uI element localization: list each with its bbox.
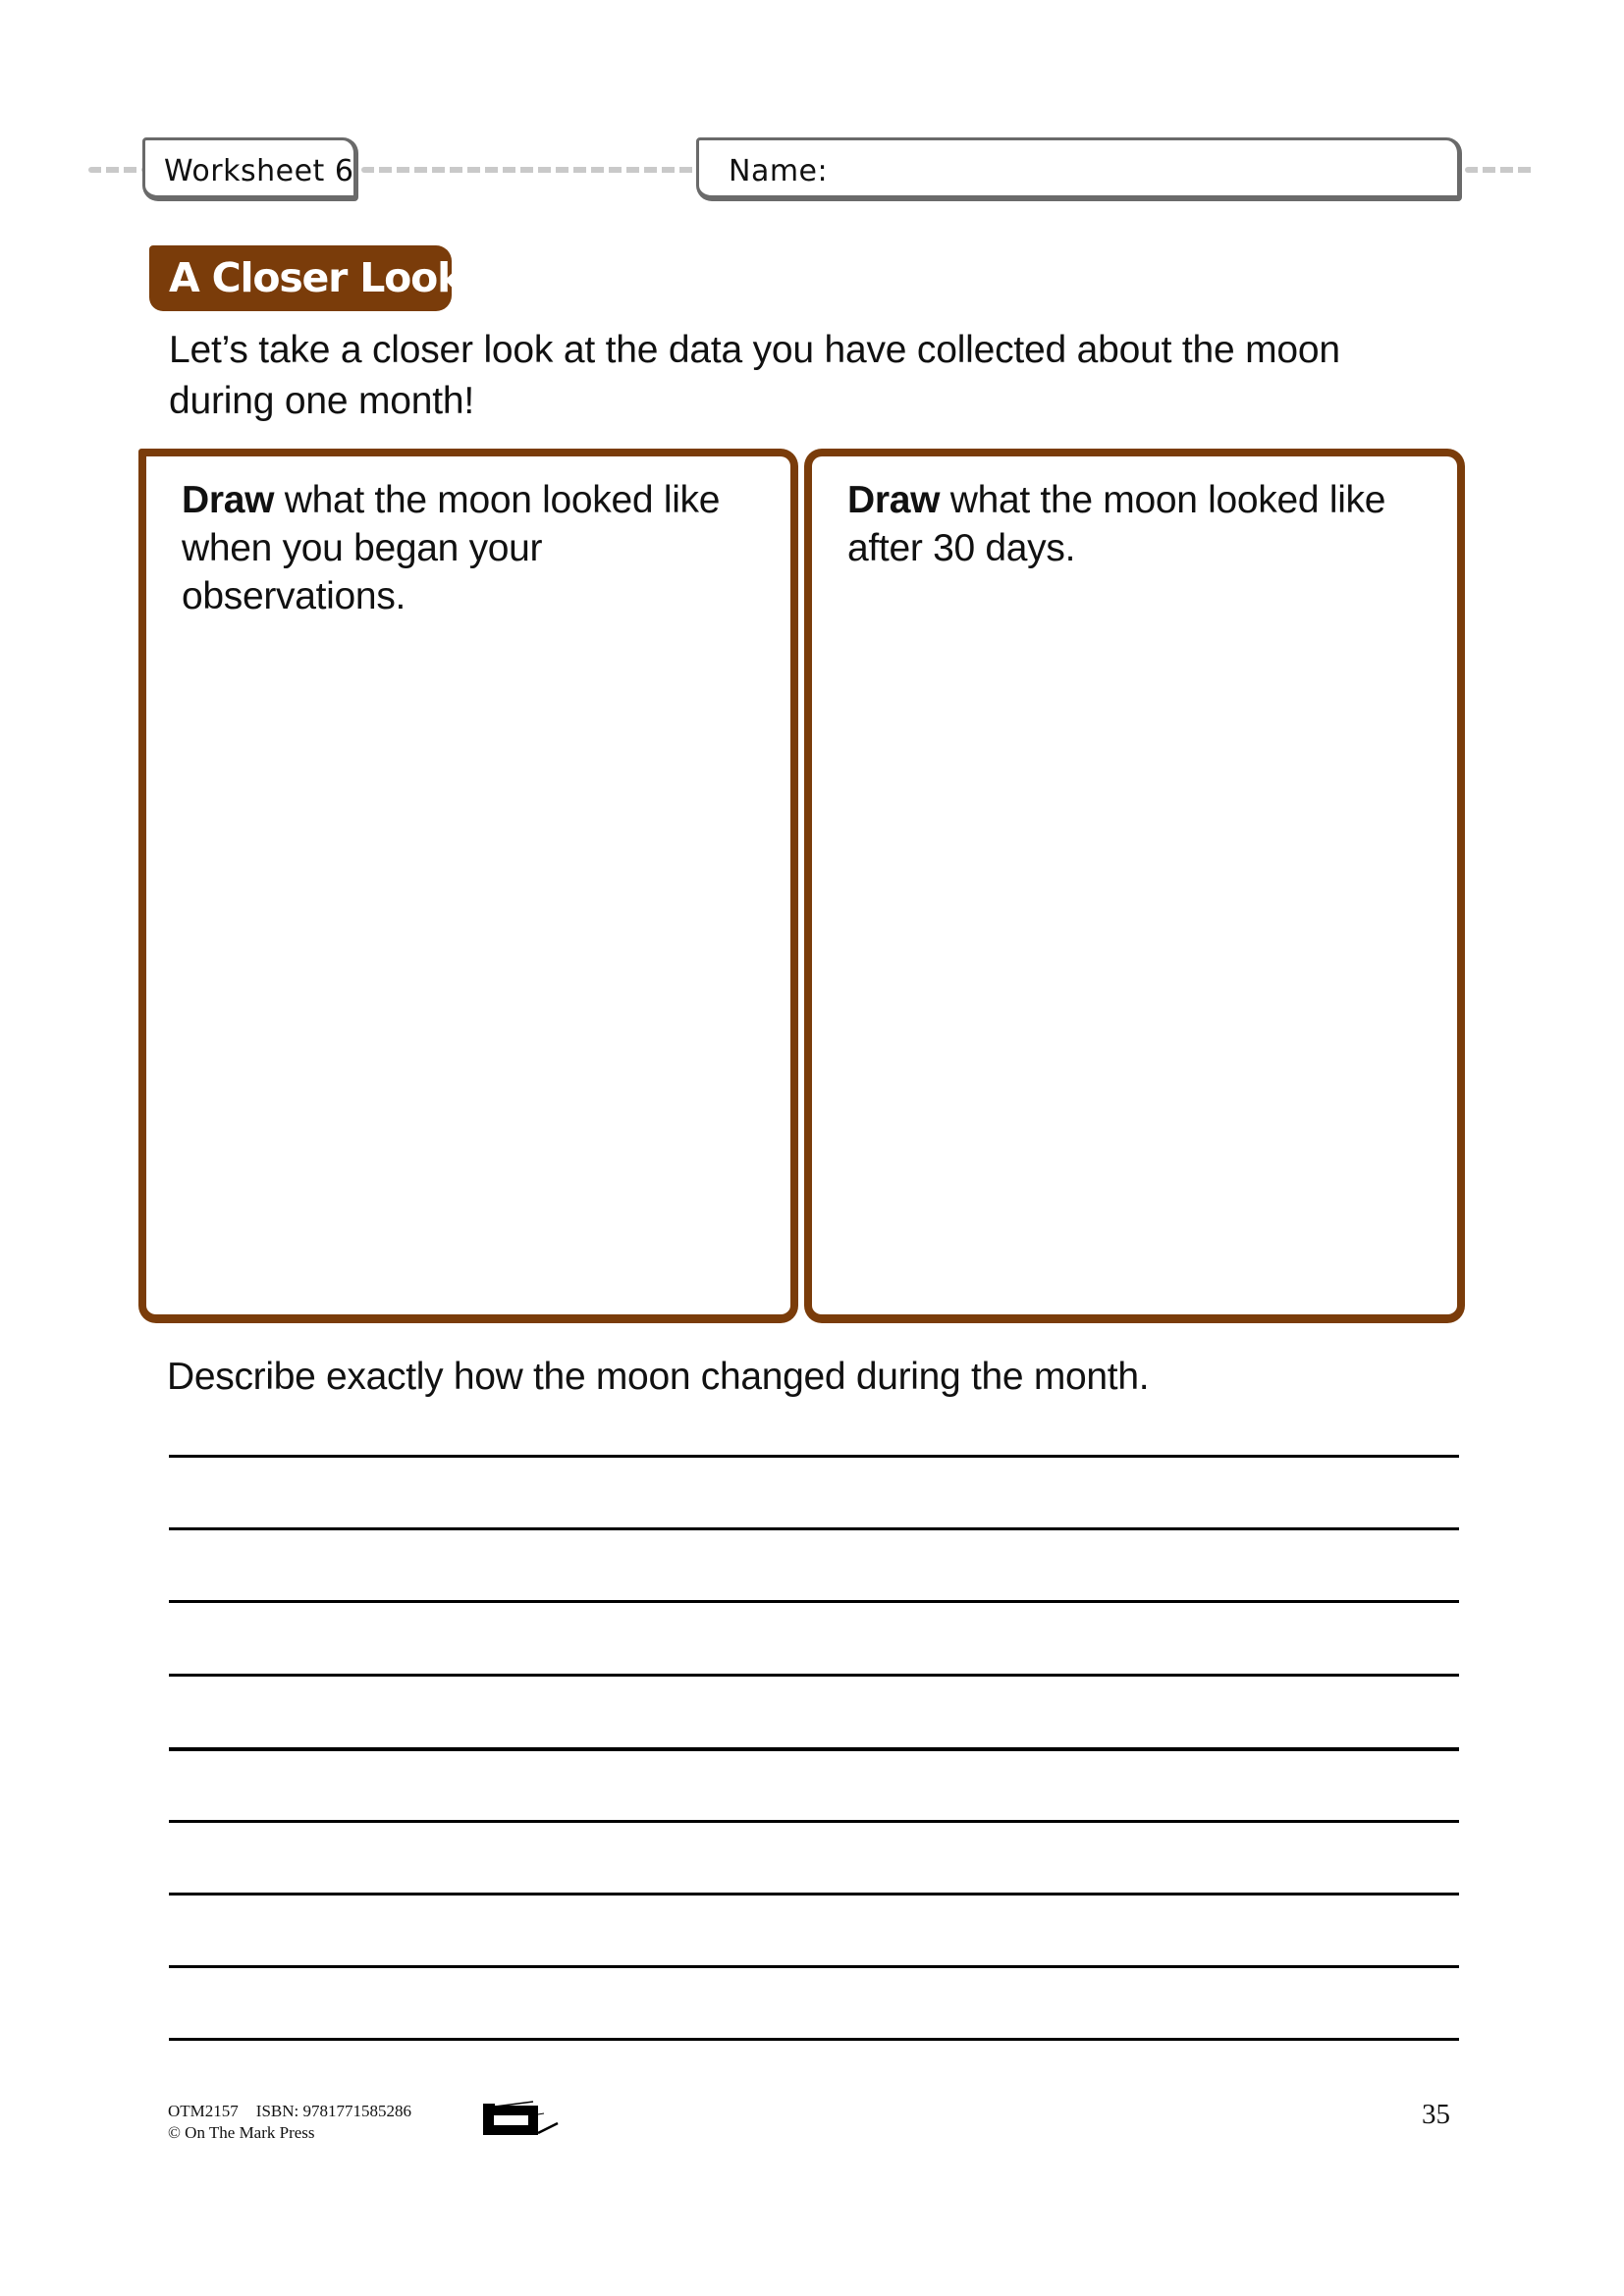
section-title-banner <box>149 245 480 311</box>
intro-text: Let’s take a closer look at the data you have collected about the moon during one month! <box>169 329 1340 422</box>
prompt-verb: Draw <box>847 479 941 521</box>
answer-line-7[interactable] <box>169 1893 1459 1896</box>
name-field[interactable] <box>696 137 1462 201</box>
describe-question: Describe exactly how the moon changed during the month. <box>167 1356 1150 1398</box>
name-label: Name: <box>729 154 829 188</box>
drawing-panel-start[interactable] <box>138 449 798 1323</box>
header-dashed-rule-right <box>1465 167 1536 173</box>
worksheet-label: Worksheet 6 <box>164 154 354 188</box>
answer-line-4[interactable] <box>169 1674 1459 1677</box>
footer-codes <box>168 2101 411 2122</box>
drawing-panel-end-prompt <box>847 476 1446 572</box>
worksheet-label-box <box>142 137 358 201</box>
answer-line-1[interactable] <box>169 1455 1459 1458</box>
answer-line-5[interactable] <box>169 1747 1459 1751</box>
answer-line-2[interactable] <box>169 1527 1459 1530</box>
header-dashed-rule-middle <box>361 167 695 173</box>
prompt-text: what the moon looked like after 30 days. <box>847 479 1386 569</box>
publisher-logo-icon <box>481 2099 560 2140</box>
section-title: A Closer Look! <box>169 254 480 301</box>
isbn: ISBN: 9781771585286 <box>255 2102 411 2120</box>
prompt-text: what the moon looked like when you began your observations. <box>182 479 721 617</box>
answer-line-9[interactable] <box>169 2038 1459 2041</box>
copyright: © On The Mark Press <box>168 2123 315 2142</box>
drawing-panel-start-prompt <box>182 476 731 620</box>
drawing-panel-after-30-days[interactable] <box>804 449 1465 1323</box>
footer-publication-info <box>168 2101 411 2144</box>
answer-line-6[interactable] <box>169 1820 1459 1823</box>
answer-line-3[interactable] <box>169 1600 1459 1603</box>
prompt-verb: Draw <box>182 479 275 521</box>
header-dashed-rule-left <box>88 167 142 173</box>
page-number: 35 <box>1422 2099 1450 2130</box>
product-code: OTM2157 <box>168 2102 239 2120</box>
answer-line-8[interactable] <box>169 1965 1459 1968</box>
